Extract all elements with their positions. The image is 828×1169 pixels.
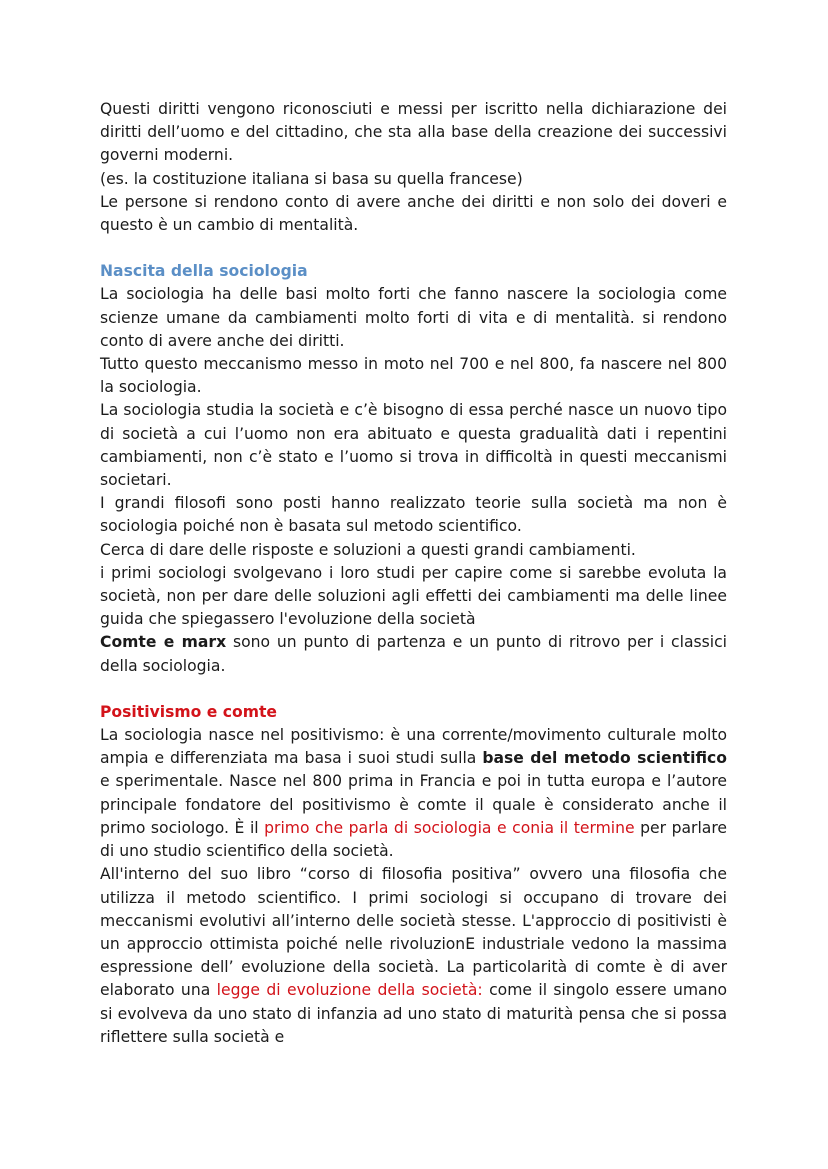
section-gap	[100, 678, 727, 701]
metodo-scientifico-bold: base del metodo scientifico	[482, 749, 727, 768]
section1-paragraph-7	[100, 631, 727, 677]
section1-paragraph-4: I grandi filosofi sono posti hanno realizzato teorie sulla società ma non è sociologia poiché non è basata sul metodo scientifico.	[100, 494, 727, 536]
section1-paragraph-3: La sociologia studia la società e c’è bisogno di essa perché nasce un nuovo tipo di società a cui l’uomo non era abituato e questa gradualità dati i repentini cambiamenti, non c’è stato e l’uomo si trova in difficoltà in questi meccanismi societari.	[100, 401, 727, 490]
comte-marx-bold: Comte e marx	[100, 633, 227, 652]
section-heading-nascita: Nascita della sociologia	[100, 262, 308, 281]
section2-p2-part-a: All'interno del suo libro “corso di filosofia positiva” ovvero una filosofia che utilizza il metodo scientifico. I primi sociologi si occupano di trovare dei meccanismi evolutivi all’interno delle società stesse. L'approccio di positivisti è un approccio ottimista poiché nelle rivoluzionE industriale vedono la massima espressione dell’ evoluzione della società. La particolarità di comte è di aver elaborato una	[100, 865, 727, 1000]
legge-evoluzione-highlight: legge di evoluzione della società:	[216, 981, 483, 1000]
section1-paragraph-5: Cerca di dare delle risposte e soluzioni a questi grandi cambiamenti.	[100, 540, 636, 559]
section2-p1-part-e: per parlare di uno studio scientifico della società.	[100, 818, 728, 861]
primo-sociologia-highlight: primo che parla di sociologia e conia il termine	[264, 818, 635, 837]
section-gap	[100, 237, 727, 260]
section1-paragraph-7-rest: sono un punto di partenza e un punto di ritrovo per i classici della sociologia.	[100, 633, 727, 675]
intro-paragraph-2: (es. la costituzione italiana si basa su quella francese)	[100, 169, 523, 188]
section2-paragraph-2	[100, 863, 727, 1049]
section2-p2-part-c: come il singolo essere umano si evolveva da uno stato di infanzia ad uno stato di maturità pensa che si possa riflettere sulla società e	[100, 981, 728, 1046]
section2-paragraph-1	[100, 724, 727, 863]
intro-paragraph-1: Questi diritti vengono riconosciuti e messi per iscritto nella dichiarazione dei diritti dell’uomo e del cittadino, che sta alla base della creazione dei successivi governi moderni.	[100, 100, 727, 165]
section1-paragraph-2: Tutto questo meccanismo messo in moto nel 700 e nel 800, fa nascere nel 800 la sociologia.	[100, 355, 727, 397]
document-page	[100, 98, 727, 1049]
section2-p1-part-c: e sperimentale. Nasce nel 800 prima in Francia e poi in tutta europa e l’autore principale fondatore del positivismo è comte il quale è considerato anche il primo sociologo. È il	[100, 772, 727, 837]
section1-paragraph-1: La sociologia ha delle basi molto forti che fanno nascere la sociologia come scienze umane da cambiamenti molto forti di vita e di mentalità. si rendono conto di avere anche dei diritti.	[100, 285, 727, 350]
section-heading-positivismo: Positivismo e comte	[100, 702, 277, 721]
section1-paragraph-6: i primi sociologi svolgevano i loro studi per capire come si sarebbe evoluta la società, non per dare delle soluzioni agli effetti dei cambiamenti ma delle linee guida che spiegassero l'evoluzione della società	[100, 563, 727, 629]
intro-paragraph-3: Le persone si rendono conto di avere anche dei diritti e non solo dei doveri e questo è un cambio di mentalità.	[100, 192, 727, 235]
section2-p1-part-a: La sociologia nasce nel positivismo: è una corrente/movimento culturale molto ampia e differenziata ma basa i suoi studi sulla	[100, 726, 727, 768]
